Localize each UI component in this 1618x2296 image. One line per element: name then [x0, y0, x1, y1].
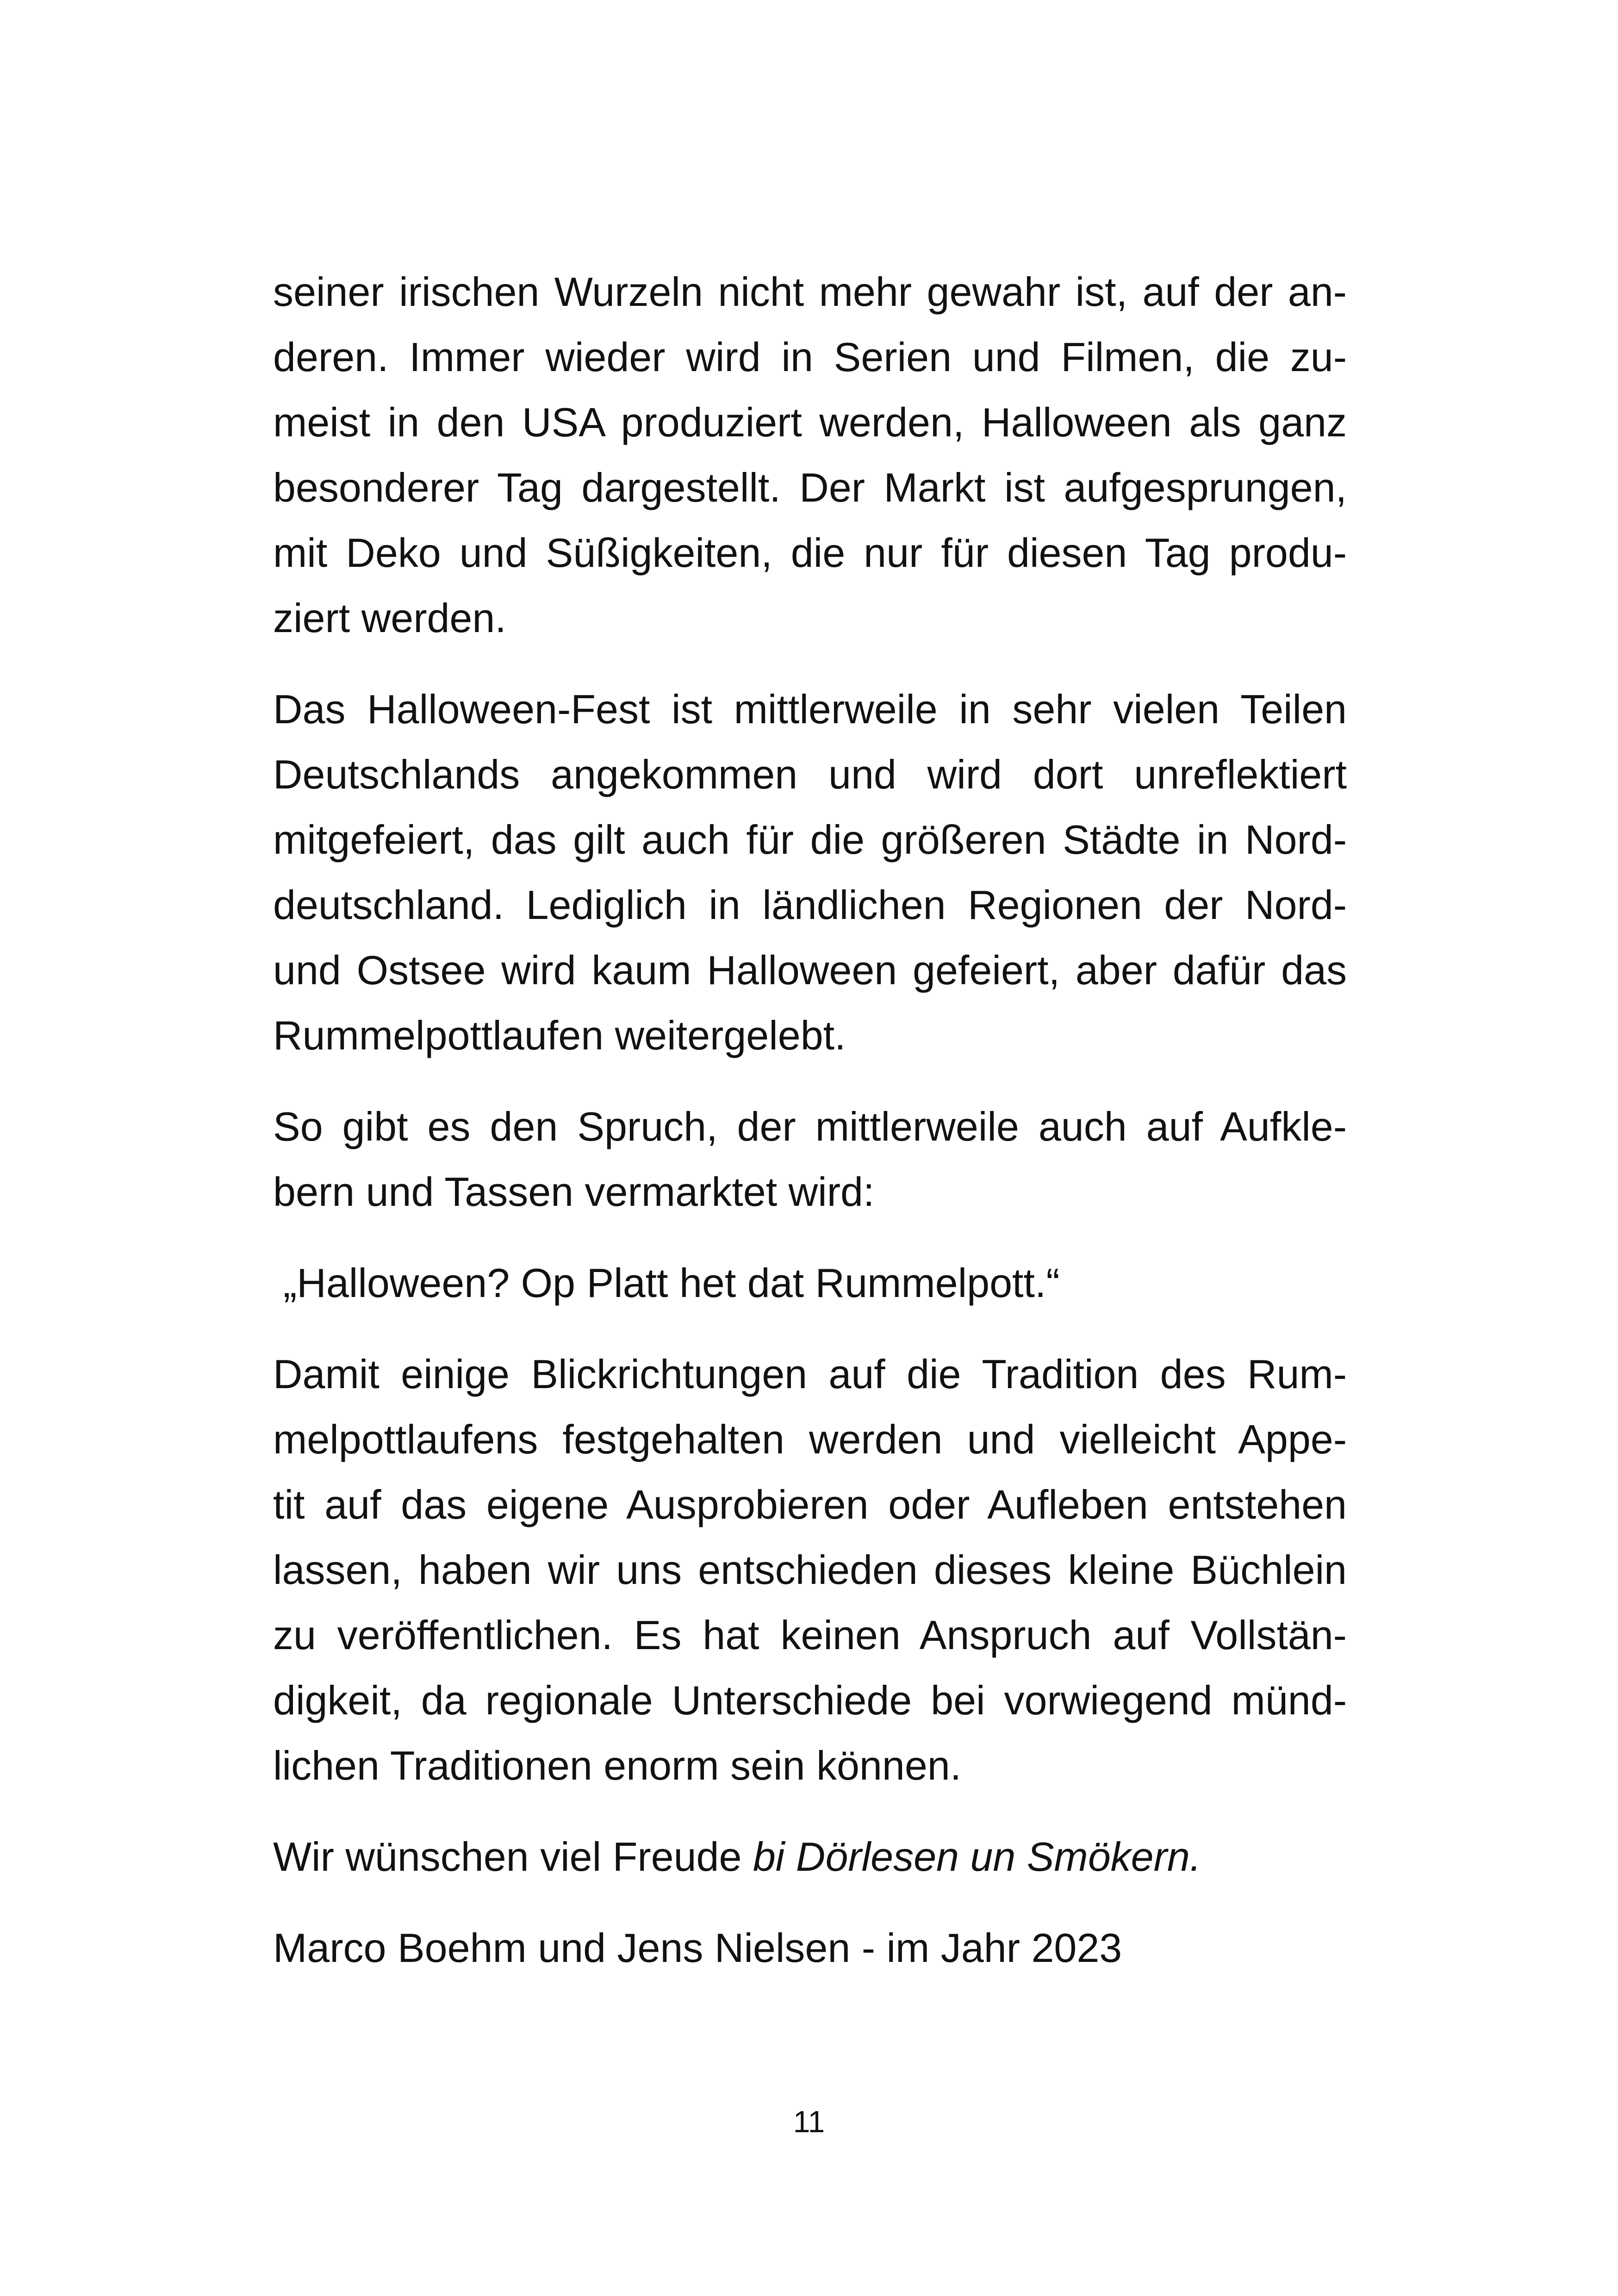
text-line [273, 1824, 1347, 1889]
wishes-italic-text: bi Dörlesen un Smökern. [753, 1834, 1201, 1880]
text-line: deutschland. Lediglich in ländlichen Regionen der Nord- [273, 882, 1347, 928]
text-line: lichen Traditionen enorm sein können. [273, 1743, 962, 1788]
quote-paragraph [273, 1250, 1347, 1316]
wishes-text: Wir wünschen viel Freude [273, 1834, 753, 1880]
text-line: besonderer Tag dargestellt. Der Markt ist aufgesprungen, [273, 465, 1347, 510]
text-line: So gibt es den Spruch, der mittlerweile auch auf Aufkle- [273, 1104, 1347, 1149]
text-line: mitgefeiert, das gilt auch für die größeren Städte in Nord- [273, 817, 1347, 863]
paragraph-irish-roots [273, 259, 1347, 651]
text-line: zu veröffentlichen. Es hat keinen Anspruch auf Vollstän- [273, 1612, 1347, 1658]
text-line: Rummelpottlaufen weitergelebt. [273, 1012, 846, 1058]
text-line: mit Deko und Süßigkeiten, die nur für diesen Tag produ- [273, 530, 1347, 576]
paragraph-purpose [273, 1341, 1347, 1798]
text-line: bern und Tassen vermarktet wird: [273, 1169, 875, 1215]
text-line: melpottlaufens festgehalten werden und vielleicht Appe- [273, 1416, 1347, 1462]
paragraph-wishes [273, 1824, 1347, 1889]
page-number: 11 [793, 2104, 825, 2139]
authors-line: Marco Boehm und Jens Nielsen - im Jahr 2023 [273, 1925, 1122, 1971]
body-text [273, 259, 1347, 2006]
paragraph-saying [273, 1094, 1347, 1224]
text-line: ziert werden. [273, 595, 506, 641]
quote-text: „Halloween? Op Platt het dat Rummelpott.“ [283, 1260, 1060, 1306]
paragraph-signature [273, 1915, 1347, 1980]
text-line: meist in den USA produziert werden, Halloween als ganz [273, 399, 1347, 445]
text-line: Deutschlands angekommen und wird dort unreflektiert [273, 751, 1347, 797]
text-line: und Ostsee wird kaum Halloween gefeiert, aber dafür das [273, 947, 1347, 993]
text-line: seiner irischen Wurzeln nicht mehr gewahr ist, auf der an- [273, 269, 1347, 315]
text-line: Das Halloween-Fest ist mittlerweile in sehr vielen Teilen [273, 686, 1347, 732]
text-line: digkeit, da regionale Unterschiede bei vorwiegend münd- [273, 1677, 1347, 1723]
text-line: Damit einige Blickrichtungen auf die Tradition des Rum- [273, 1351, 1347, 1397]
paragraph-halloween-germany [273, 676, 1347, 1068]
text-line: deren. Immer wieder wird in Serien und Filmen, die zu- [273, 334, 1347, 380]
text-line: lassen, haben wir uns entschieden dieses kleine Büchlein [273, 1547, 1347, 1593]
text-line: tit auf das eigene Ausprobieren oder Aufleben entstehen [273, 1482, 1347, 1527]
